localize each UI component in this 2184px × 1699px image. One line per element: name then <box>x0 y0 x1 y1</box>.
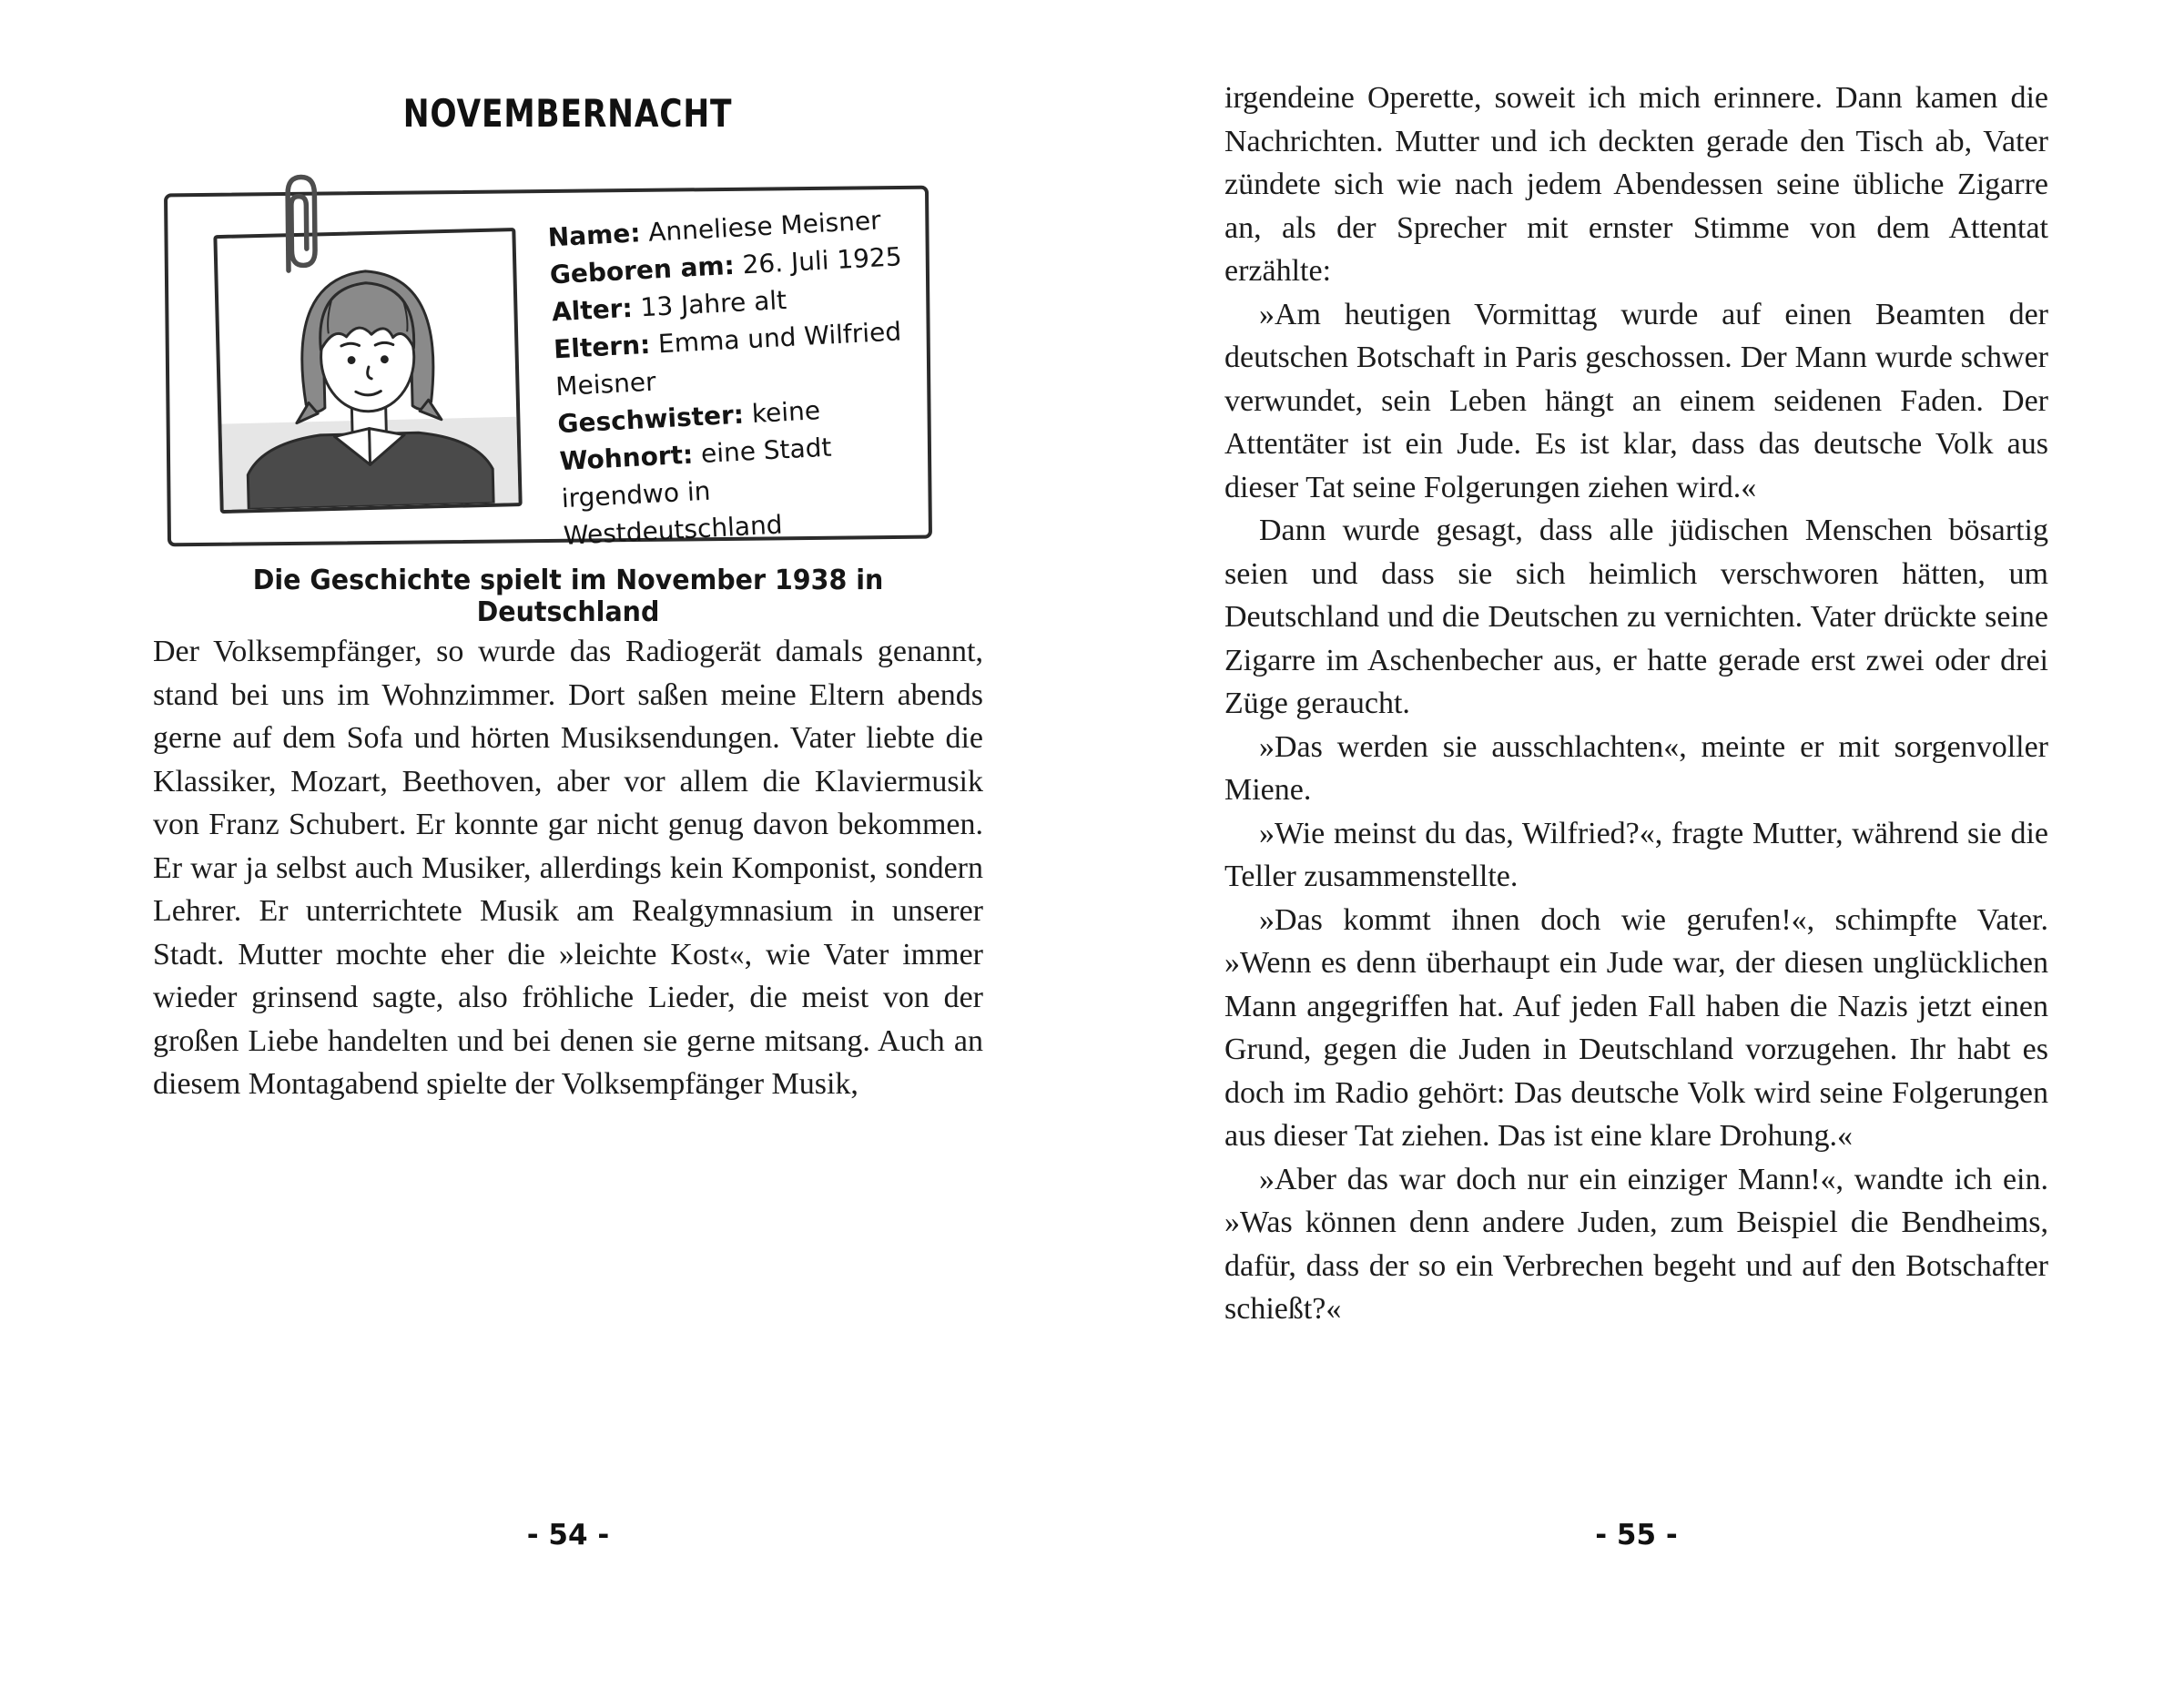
profile-field-value: Emma und Wilfried Meisner <box>554 316 902 402</box>
profile-field-label: Name: <box>546 218 642 253</box>
profile-field-label: Alter: <box>551 292 634 328</box>
profile-fields <box>547 200 929 554</box>
page-right <box>1224 0 2048 1699</box>
profile-field-label: Eltern: <box>553 329 652 365</box>
profile-field-value: 13 Jahre alt <box>639 284 787 323</box>
profile-field-value: keine <box>750 395 821 430</box>
paragraph: »Wie meinst du das, Wilfried?«, fragte Mutter, während sie die Teller zusammenstellte. <box>1224 816 2048 893</box>
story-setting-caption <box>153 565 983 628</box>
profile-field-value: Anneliese Meisner <box>647 205 882 248</box>
paragraph: Der Volksempfänger, so wurde das Radiogerät damals genannt, stand bei uns im Wohnzimmer. Dort saßen meine Eltern abends gerne auf dem Sofa und hörten Musiksendungen. Vater liebte die Klassiker, Mozart, Beethoven, aber vor allem die Klaviermusik von Franz Schubert. Er konnte gar nicht genug davon bekommen. Er war ja selbst auch Musiker, allerdings kein Komponist, sondern Lehrer. Er unterrichtete Musik am Realgymnasium in unserer Stadt. Mutter mochte eher die »leichte Kost«, wie Vater immer wieder grinsend sagte, also fröhliche Lieder, die meist von der großen Liebe handelten und bei denen sie gerne mitsang. Auch an diesem Montagabend spielte der Volksempfänger Musik, <box>153 635 983 1101</box>
chapter-title-text: NOVEMBERNACHT <box>403 91 733 136</box>
girl-portrait-illustration <box>217 231 518 510</box>
chapter-title <box>153 91 983 136</box>
profile-field-residence <box>559 423 929 554</box>
portrait-photo-frame <box>213 228 522 514</box>
page-left <box>153 0 983 1699</box>
paragraph: »Das kommt ihnen doch wie gerufen!«, schimpfte Vater. »Wenn es denn überhaupt ein Jude war, der diesen unglücklichen Mann angegriffen hat. Auf jeden Fall haben die Nazis jetzt einen Grund, gegen die Juden in Deutschland vorzugehen. Ihr habt es doch im Radio gehört: Das deutsche Volk wird seine Folgerungen aus dieser Tat ziehen. Das ist eine klare Drohung.« <box>1224 902 2048 1153</box>
page-number-right: - 55 - <box>1595 1519 1678 1551</box>
profile-field-label: Geschwister: <box>556 399 745 440</box>
profile-field-label: Wohnort: <box>558 439 694 477</box>
paragraph: »Das werden sie ausschlachten«, meinte er mit sorgenvoller Miene. <box>1224 729 2048 807</box>
character-profile-card <box>164 186 932 552</box>
page-number-left: - 54 - <box>526 1519 610 1551</box>
body-text-left <box>153 630 983 1106</box>
paragraph: »Aber das war doch nur ein einziger Mann!«, wandte ich ein. »Was können denn andere Juden, zum Beispiel die Bendheims, dafür, dass der so ein Verbrechen begeht und auf den Botschafter schießt?« <box>1224 1162 2048 1326</box>
profile-field-label: Geboren am: <box>549 249 736 290</box>
story-setting-caption-text: Die Geschichte spielt im November 1938 in Deutschland <box>252 565 884 628</box>
paragraph: Dann wurde gesagt, dass alle jüdischen Menschen bösartig seien und dass sie sich heimlich verschworen hätten, um Deutschland und die Deutschen zu vernichten. Vater drückte seine Zigarre im Aschenbecher aus, er hatte gerade erst zwei oder drei Züge geraucht. <box>1224 514 2048 720</box>
paragraph: irgendeine Operette, soweit ich mich erinnere. Dann kamen die Nachrichten. Mutter und ich deckten gerade den Tisch ab, Vater zündete sich wie nach jedem Abendessen seine übliche Zigarre an, als der Sprecher mit ernster Stimme von dem Attentat erzählte: <box>1224 81 2048 288</box>
profile-field-value: 26. Juli 1925 <box>741 241 903 280</box>
body-text-right <box>1224 76 2048 1331</box>
profile-field-value: eine Stadt irgendwo in Westdeutschland <box>560 432 833 552</box>
paragraph: »Am heutigen Vormittag wurde auf einen Beamten der deutschen Botschaft in Paris geschossen. Der Mann wurde schwer verwundet, sein Leben hängt an einem seidenen Faden. Der Attentäter ist ein Jude. Es ist klar, dass das deutsche Volk aus dieser Tat seine Folgerungen ziehen wird.« <box>1224 297 2048 504</box>
paperclip-icon <box>269 165 329 282</box>
